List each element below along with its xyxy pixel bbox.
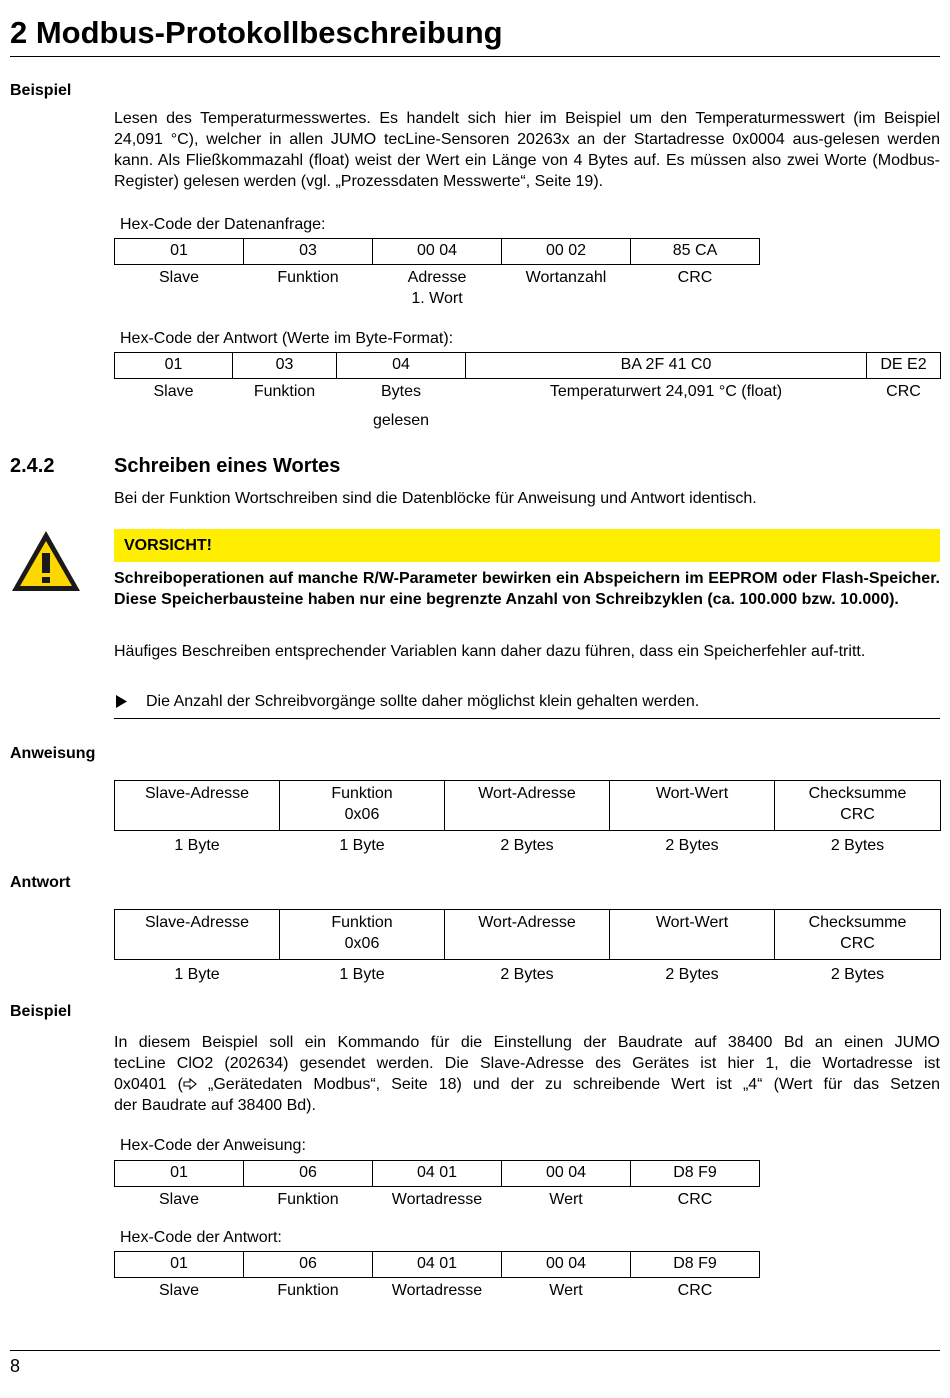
table-header: Funktion 0x06: [280, 781, 445, 831]
hex-label-extra: 1. Wort: [411, 290, 463, 307]
triangle-right-icon: [114, 691, 128, 712]
hex-label: Funktion: [277, 269, 339, 286]
section-title: Schreiben eines Wortes: [114, 455, 341, 477]
anweisung-table: [114, 780, 941, 856]
caution-bullet-text: Die Anzahl der Schreibvorgänge sollte daher möglichst klein gehalten werden.: [146, 693, 700, 710]
hex-label: Slave: [158, 269, 200, 286]
hex-label-extra: gelesen: [372, 412, 430, 429]
hex-cell: 00 04: [502, 1161, 631, 1187]
hex-cell: 00 04: [502, 1252, 631, 1278]
hex-cell: 03: [244, 239, 373, 265]
antwort-table: [114, 909, 941, 985]
hex-label: Funktion: [277, 1191, 339, 1208]
hex-cell: 06: [244, 1252, 373, 1278]
table-cell: 2 Bytes: [830, 837, 885, 854]
hex-cell: D8 F9: [631, 1161, 760, 1187]
request2-caption: Hex-Code der Anweisung:: [120, 1137, 306, 1154]
hex-cell: 85 CA: [631, 239, 760, 265]
table-header: Funktion 0x06: [280, 910, 445, 960]
table-header: Slave-Adresse: [115, 781, 280, 831]
table-header: Slave-Adresse: [115, 910, 280, 960]
example2-line: der Baudrate auf 38400 Bd).: [114, 1097, 316, 1114]
hex-label: Adresse 1. Wort: [373, 265, 502, 310]
hex-label: CRC: [886, 383, 921, 400]
response2-caption: Hex-Code der Antwort:: [120, 1229, 282, 1246]
hex-cell: DE E2: [867, 353, 941, 379]
table-cell: 2 Bytes: [500, 966, 554, 983]
example2-line: In diesem Beispiel soll ein Kommando für die Einstellung der Baudrate auf 38400 Bd an einen JUMO: [114, 1034, 940, 1051]
hex-cell: 01: [115, 353, 233, 379]
hex-cell: 00 02: [502, 239, 631, 265]
caution-bold-text: Schreiboperationen auf manche R/W-Parameter bewirken ein Abspeichern im EEPROM oder Flash-Speicher. Diese Speicherbausteine haben nur eine begrenzte Anzahl von Schreibzyklen (ca. 100.000 bzw. 10.000).: [114, 570, 940, 608]
hex-label: Wert: [549, 1191, 583, 1208]
hex-label: Wortadresse: [391, 1191, 483, 1208]
hex-cell: 01: [115, 1161, 244, 1187]
hex-cell: 03: [233, 353, 337, 379]
label-beispiel-2: Beispiel: [10, 1003, 72, 1020]
request-hex-table: [114, 238, 760, 309]
table-cell: 1 Byte: [174, 837, 220, 854]
hex-label: Wert: [549, 1282, 583, 1299]
hex-label: Temperaturwert 24,091 °C (float): [549, 383, 783, 400]
section-number: 2.4.2: [10, 455, 55, 477]
response2-hex-table: [114, 1251, 760, 1301]
hex-label: Bytes gelesen: [337, 379, 466, 432]
hex-label: Funktion: [277, 1282, 339, 1299]
label-antwort: Antwort: [10, 874, 71, 891]
hex-cell: D8 F9: [631, 1252, 760, 1278]
hex-label: Funktion: [253, 383, 316, 400]
hex-cell: 06: [244, 1161, 373, 1187]
caution-text: Häufiges Beschreiben entsprechender Variablen kann daher dazu führen, dass ein Speicherfehler auf-tritt.: [114, 643, 866, 660]
table-header: Wort-Adresse: [445, 781, 610, 831]
table-cell: 2 Bytes: [830, 966, 885, 983]
example2-line: tecLine ClO2 (202634) gesendet werden. Die Slave-Adresse des Gerätes ist hier 1, die Wortadresse ist: [114, 1055, 940, 1072]
hex-label: Slave: [158, 1282, 200, 1299]
caution-heading: VORSICHT!: [124, 537, 212, 554]
request2-hex-table: [114, 1160, 760, 1210]
hex-cell: 04: [337, 353, 466, 379]
caution-rule: [114, 718, 940, 719]
warning-triangle-icon: [10, 529, 82, 593]
table-cell: 1 Byte: [339, 966, 385, 983]
hex-cell: 00 04: [373, 239, 502, 265]
hex-cell: 04 01: [373, 1252, 502, 1278]
hex-label: Slave: [153, 383, 194, 400]
section-intro: Bei der Funktion Wortschreiben sind die Datenblöcke für Anweisung und Antwort identisch.: [114, 490, 757, 507]
hex-cell: 01: [115, 1252, 244, 1278]
hex-label: Wortanzahl: [525, 269, 607, 286]
table-header: Checksumme CRC: [775, 781, 941, 831]
response-hex-table: [114, 352, 941, 431]
table-header: Checksumme CRC: [775, 910, 941, 960]
request-caption: Hex-Code der Datenanfrage:: [120, 216, 326, 233]
hex-label: CRC: [677, 1191, 713, 1208]
page-number: 8: [10, 1356, 21, 1376]
chapter-title: 2 Modbus-Protokollbeschreibung: [10, 15, 503, 50]
table-header: Wort-Wert: [610, 910, 775, 960]
caution-banner: [114, 529, 940, 562]
intro-paragraph: Lesen des Temperaturmesswertes. Es handelt sich hier im Beispiel um den Temperaturmesswert (im Beispiel 24,091 °C), welcher in allen JUMO tecLine-Sensoren 20263x an der Startadresse 0x0004 aus-gelesen werden kann. Als Fließkommazahl (float) weist der Wert ein Länge von 4 Bytes auf. Es müssen also zwei Worte (Modbus-Register) gelesen werden (vgl. „Prozessdaten Messwerte“, Seite 19).: [114, 110, 940, 190]
table-cell: 1 Byte: [174, 966, 220, 983]
hex-cell: 04 01: [373, 1161, 502, 1187]
hex-cell: BA 2F 41 C0: [466, 353, 867, 379]
table-header: Wort-Wert: [610, 781, 775, 831]
example2-line: 0x0401 ( „Gerätedaten Modbus“, Seite 18) und der zu schreibende Wert ist „4“ (Wert für das Setzen: [114, 1076, 940, 1093]
footer-rule: [10, 1350, 940, 1351]
hex-label: Wortadresse: [391, 1282, 483, 1299]
label-anweisung: Anweisung: [10, 745, 96, 762]
response-caption: Hex-Code der Antwort (Werte im Byte-Format):: [120, 330, 454, 347]
label-beispiel: Beispiel: [10, 82, 72, 99]
hex-cell: 01: [115, 239, 244, 265]
table-cell: 2 Bytes: [665, 837, 719, 854]
hollow-arrow-right-icon: [183, 1075, 197, 1087]
title-rule: [10, 56, 940, 57]
hex-label: Slave: [158, 1191, 200, 1208]
hex-label: CRC: [677, 269, 713, 286]
hex-label: CRC: [677, 1282, 713, 1299]
table-header: Wort-Adresse: [445, 910, 610, 960]
table-cell: 2 Bytes: [665, 966, 719, 983]
table-cell: 1 Byte: [339, 837, 385, 854]
table-cell: 2 Bytes: [500, 837, 554, 854]
example2-paragraph: [114, 1032, 940, 1116]
